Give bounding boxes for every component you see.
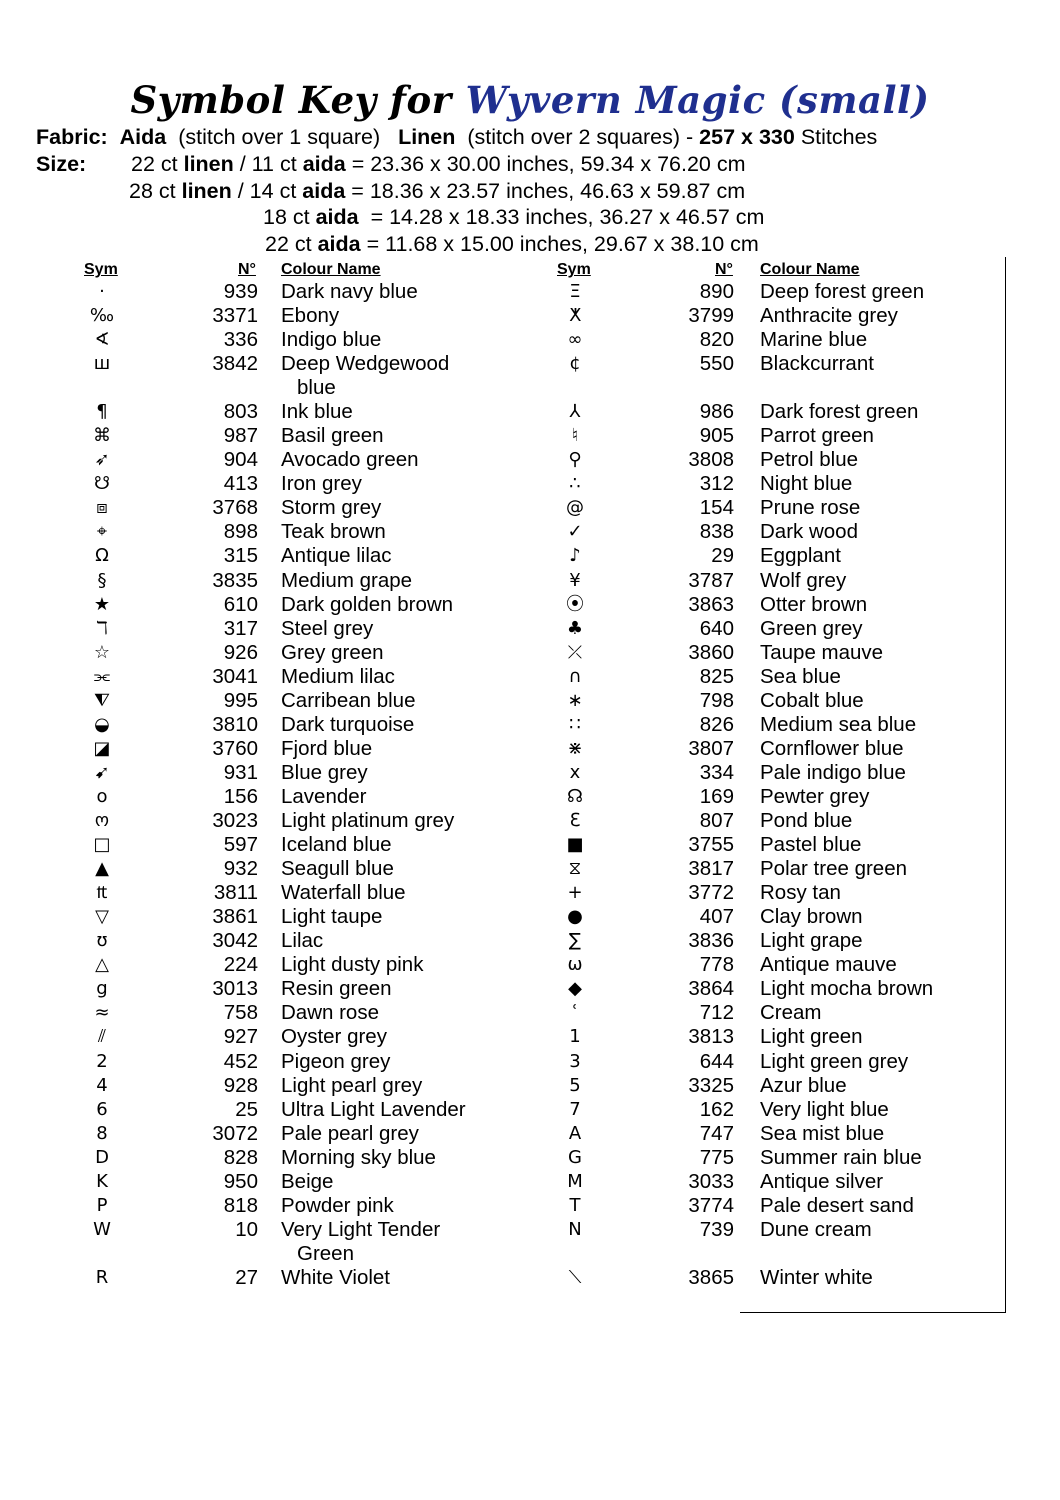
symbol-icon: ∢ xyxy=(94,329,110,351)
thread-number: 3864 xyxy=(688,977,734,1001)
colour-name: Antique silver xyxy=(760,1169,884,1193)
symbol-icon: ∩ xyxy=(568,665,582,687)
colour-name: Deep Wedgewood blue xyxy=(281,352,450,400)
colour-name: Very light blue xyxy=(760,1097,889,1121)
thread-number: 3799 xyxy=(688,304,734,328)
symbol-icon: ₶ xyxy=(96,882,108,904)
colour-name: Pale desert sand xyxy=(760,1193,914,1217)
thread-number: 3811 xyxy=(213,881,258,905)
symbol-icon: ☊ xyxy=(567,785,583,807)
right-border xyxy=(1005,257,1006,1312)
symbol-icon: ⧨ xyxy=(93,689,111,711)
symbol-icon: ☋ xyxy=(94,473,110,495)
thread-number: 798 xyxy=(699,688,734,712)
symbol-icon: M xyxy=(567,1170,583,1192)
symbol-icon: § xyxy=(97,569,107,591)
symbol-icon: ⌖ xyxy=(96,521,108,543)
colour-name: Antique lilac xyxy=(281,544,392,568)
thread-number: 803 xyxy=(223,400,258,424)
thread-number: 3808 xyxy=(688,448,734,472)
thread-number: 3371 xyxy=(212,304,258,328)
symbol-icon: 3 xyxy=(569,1050,581,1072)
thread-number: 987 xyxy=(223,424,258,448)
colour-name: Ultra Light Lavender xyxy=(281,1097,466,1121)
thread-number: 928 xyxy=(223,1073,258,1097)
thread-number: 898 xyxy=(223,520,258,544)
symbol-icon: □ xyxy=(93,834,111,856)
thread-number: 3013 xyxy=(212,977,258,1001)
thread-number: 336 xyxy=(223,328,258,352)
thread-number: 986 xyxy=(699,400,734,424)
colour-name: Iceland blue xyxy=(281,833,392,857)
symbol-icon: ■ xyxy=(566,834,584,856)
colour-name: Cornflower blue xyxy=(760,736,904,760)
symbol-icon: ⫘ xyxy=(93,665,111,687)
thread-number: 3810 xyxy=(212,712,258,736)
symbol-icon: A xyxy=(568,1122,582,1144)
symbol-icon: ◪ xyxy=(93,737,111,759)
bottom-border xyxy=(740,1312,1006,1313)
thread-number: 315 xyxy=(223,544,258,568)
thread-number: 550 xyxy=(699,352,734,376)
symbol-icon: ∞ xyxy=(567,329,583,351)
fabric-stitches: 257 x 330 xyxy=(699,125,795,149)
fabric-linen-note: (stitch over 2 squares) - xyxy=(467,125,694,149)
colour-name: Eggplant xyxy=(760,544,841,568)
symbol-icon: R xyxy=(95,1266,109,1288)
colour-name: Dark golden brown xyxy=(281,592,454,616)
colour-name: Dune cream xyxy=(760,1217,872,1241)
thread-number: 939 xyxy=(223,280,258,303)
thread-number: 3860 xyxy=(688,640,734,664)
thread-number: 739 xyxy=(699,1217,734,1241)
thread-number: 3772 xyxy=(688,881,734,905)
symbol-icon: ⟍ xyxy=(568,1266,582,1288)
thread-number: 25 xyxy=(235,1097,258,1121)
symbol-icon: ⧖ xyxy=(568,858,582,880)
thread-number: 3835 xyxy=(212,568,258,592)
header-sym-left: Sym xyxy=(84,261,118,278)
colour-name: Light dusty pink xyxy=(281,953,424,977)
thread-number: 3836 xyxy=(688,929,734,953)
colour-name: Light green xyxy=(760,1025,863,1049)
thread-number: 452 xyxy=(223,1049,258,1073)
symbol-icon: T xyxy=(569,1194,581,1216)
thread-number: 3813 xyxy=(688,1025,734,1049)
symbol-icon: ⦿ xyxy=(566,593,584,615)
symbol-icon: K xyxy=(96,1170,108,1192)
colour-name: Dark navy blue xyxy=(281,280,418,303)
symbol-icon: ℇ xyxy=(569,810,581,831)
thread-number: 224 xyxy=(223,953,258,977)
thread-number: 10 xyxy=(235,1217,258,1241)
symbol-icon: 4 xyxy=(96,1074,108,1096)
colour-name: Wolf grey xyxy=(760,568,847,592)
symbol-icon: ➶ xyxy=(94,449,110,471)
colour-name: Pond blue xyxy=(760,809,853,832)
thread-number: 407 xyxy=(699,905,734,929)
symbol-icon: ♣ xyxy=(566,617,584,639)
colour-name: Blue grey xyxy=(281,760,368,784)
thread-number: 3325 xyxy=(688,1073,734,1097)
symbol-icon: ʊ xyxy=(96,930,108,952)
symbol-icon: ⧈ xyxy=(96,497,108,519)
symbol-icon: G xyxy=(568,1146,582,1168)
colour-name: Dark wood xyxy=(760,520,858,544)
colour-name: Fjord blue xyxy=(281,736,373,760)
colour-name: Azur blue xyxy=(760,1073,847,1097)
thread-number: 3787 xyxy=(688,568,734,592)
colour-name: Medium lilac xyxy=(281,664,395,688)
thread-number: 820 xyxy=(699,328,734,352)
thread-number: 610 xyxy=(223,592,258,616)
symbol-icon: ∴ xyxy=(569,473,581,495)
colour-name: Green grey xyxy=(760,616,863,640)
symbol-icon: 1 xyxy=(569,1026,581,1048)
colour-name: Otter brown xyxy=(760,592,868,616)
symbol-icon: + xyxy=(567,882,583,904)
thread-number: 3033 xyxy=(688,1169,734,1193)
colour-name: Pigeon grey xyxy=(281,1049,391,1073)
symbol-icon: ☆ xyxy=(93,641,111,663)
symbol-icon: ◒ xyxy=(94,713,110,735)
colour-name: Sea blue xyxy=(760,664,841,688)
thread-number: 312 xyxy=(699,472,734,496)
colour-name: Taupe mauve xyxy=(760,640,884,664)
colour-name: Carribean blue xyxy=(281,688,416,712)
thread-number: 825 xyxy=(699,664,734,688)
symbol-icon: P xyxy=(96,1194,108,1216)
symbol-icon: ℸ xyxy=(96,617,108,639)
page-title xyxy=(0,78,1060,122)
fabric-stitches-word: Stitches xyxy=(800,125,878,149)
colour-name: Pale indigo blue xyxy=(760,760,906,784)
colour-name: Light grape xyxy=(760,929,863,953)
thread-number: 644 xyxy=(699,1049,734,1073)
thread-number: 3768 xyxy=(212,496,258,520)
header-num-left: N° xyxy=(238,261,256,278)
colour-name: Light platinum grey xyxy=(281,809,455,832)
symbol-icon: ω xyxy=(567,954,583,976)
symbol-icon: Ω xyxy=(95,545,109,567)
fabric-label: Fabric: xyxy=(36,125,108,149)
symbol-icon: o xyxy=(96,785,108,807)
colour-name: Lilac xyxy=(281,929,324,953)
colour-name: Summer rain blue xyxy=(760,1145,922,1169)
symbol-icon: ★ xyxy=(93,593,111,615)
symbol-icon: ≈ xyxy=(94,1002,110,1024)
symbol-icon: ∑ xyxy=(568,930,582,952)
colour-name: Rosy tan xyxy=(760,881,841,905)
thread-number: 3072 xyxy=(212,1121,258,1145)
symbol-icon: ▲ xyxy=(95,858,109,880)
symbol-icon: Ξ xyxy=(569,281,581,302)
colour-name: Blackcurrant xyxy=(760,352,874,376)
colour-name: Lavender xyxy=(281,784,367,808)
colour-name: Deep forest green xyxy=(760,280,925,303)
symbol-icon: ⚲ xyxy=(568,449,582,471)
symbol-icon: x xyxy=(569,761,581,783)
thread-number: 3041 xyxy=(212,664,258,688)
thread-number: 890 xyxy=(699,280,734,303)
symbol-icon: ◆ xyxy=(568,978,582,1000)
colour-name: Light taupe xyxy=(281,905,383,929)
colour-name: Light pearl grey xyxy=(281,1073,423,1097)
symbol-icon: ∗ xyxy=(567,689,583,711)
symbol-icon: ¥ xyxy=(569,569,581,591)
header-name-left: Colour Name xyxy=(281,261,381,278)
fabric-line xyxy=(36,125,877,150)
symbol-icon: ● xyxy=(567,906,583,928)
thread-number: 597 xyxy=(223,833,258,857)
thread-number: 3861 xyxy=(212,905,258,929)
thread-number: 828 xyxy=(223,1145,258,1169)
colour-name: Oyster grey xyxy=(281,1025,387,1049)
colour-name: Sea mist blue xyxy=(760,1121,885,1145)
symbol-icon: · xyxy=(99,281,105,302)
colour-name: Dawn rose xyxy=(281,1001,379,1025)
symbol-icon: ♪ xyxy=(569,545,581,567)
colour-name: Indigo blue xyxy=(281,328,382,352)
symbol-icon: W xyxy=(93,1218,111,1240)
colour-name: Morning sky blue xyxy=(281,1145,436,1169)
colour-name: Night blue xyxy=(760,472,853,496)
thread-number: 775 xyxy=(699,1145,734,1169)
thread-number: 826 xyxy=(699,712,734,736)
thread-number: 27 xyxy=(235,1265,258,1289)
header-num-right: N° xyxy=(715,261,733,278)
colour-name: Dark turquoise xyxy=(281,712,415,736)
symbol-icon: △ xyxy=(95,954,109,976)
colour-name: Pale pearl grey xyxy=(281,1121,419,1145)
symbol-icon: ⫽ xyxy=(97,1026,107,1048)
colour-name: Light mocha brown xyxy=(760,977,934,1001)
colour-name: Polar tree green xyxy=(760,857,908,881)
colour-name: Marine blue xyxy=(760,328,868,352)
symbol-icon: @ xyxy=(566,497,584,519)
colour-name: Avocado green xyxy=(281,448,419,472)
thread-number: 162 xyxy=(699,1097,734,1121)
colour-name: Clay brown xyxy=(760,905,863,929)
colour-name: Powder pink xyxy=(281,1193,394,1217)
symbol-icon: ⵅ xyxy=(569,305,581,327)
colour-name: Resin green xyxy=(281,977,392,1001)
thread-number: 904 xyxy=(223,448,258,472)
thread-number: 154 xyxy=(699,496,734,520)
colour-name: Very Light Tender Green xyxy=(281,1217,441,1265)
symbol-icon: g xyxy=(96,978,108,1000)
thread-number: 317 xyxy=(223,616,258,640)
symbol-icon: ⤫ xyxy=(567,641,583,663)
colour-name: Waterfall blue xyxy=(281,881,406,905)
fabric-linen: Linen xyxy=(398,125,456,149)
thread-number: 747 xyxy=(699,1121,734,1145)
colour-name: Prune rose xyxy=(760,496,861,520)
colour-name: Winter white xyxy=(760,1265,873,1289)
thread-number: 3774 xyxy=(688,1193,734,1217)
thread-number: 838 xyxy=(699,520,734,544)
symbol-icon: ⌘ xyxy=(93,425,111,447)
symbol-icon: ш xyxy=(93,353,111,375)
thread-number: 3755 xyxy=(688,833,734,857)
thread-number: 995 xyxy=(223,688,258,712)
colour-name: Light green grey xyxy=(760,1049,909,1073)
colour-name: Antique mauve xyxy=(760,953,897,977)
symbol-icon: ‰ xyxy=(89,305,115,327)
symbol-icon: ¶ xyxy=(96,401,108,423)
thread-number: 927 xyxy=(223,1025,258,1049)
colour-name: Cobalt blue xyxy=(760,688,864,712)
thread-number: 3842 xyxy=(212,352,258,376)
colour-name: Iron grey xyxy=(281,472,362,496)
symbol-icon: 8 xyxy=(96,1122,108,1144)
fabric-aida-note: (stitch over 1 square) xyxy=(178,125,381,149)
size-line-4: 22 ct aida = 11.68 x 15.00 inches, 29.67 x 38.10 cm xyxy=(265,232,759,256)
size-label: Size: xyxy=(36,152,87,176)
thread-number: 758 xyxy=(223,1001,258,1025)
symbol-icon: ო xyxy=(94,810,110,831)
colour-name: Medium grape xyxy=(281,568,413,592)
symbol-icon: ✓ xyxy=(567,521,583,543)
thread-number: 156 xyxy=(223,784,258,808)
header-sym-right: Sym xyxy=(557,261,591,278)
header-name-right: Colour Name xyxy=(760,261,860,278)
thread-number: 818 xyxy=(223,1193,258,1217)
colour-name: Dark forest green xyxy=(760,400,919,424)
colour-name: Petrol blue xyxy=(760,448,859,472)
thread-number: 3865 xyxy=(688,1265,734,1289)
symbol-icon: D xyxy=(95,1146,109,1168)
size-line-2: 28 ct linen / 14 ct aida = 18.36 x 23.57 inches, 46.63 x 59.87 cm xyxy=(129,179,746,203)
thread-number: 931 xyxy=(223,760,258,784)
thread-number: 926 xyxy=(223,640,258,664)
thread-number: 3023 xyxy=(212,809,258,832)
thread-number: 413 xyxy=(223,472,258,496)
fabric-aida: Aida xyxy=(119,125,167,149)
thread-number: 3042 xyxy=(212,929,258,953)
thread-number: 807 xyxy=(699,809,734,832)
symbol-icon: N xyxy=(568,1218,582,1240)
size-line-3: 18 ct aida = 14.28 x 18.33 inches, 36.27 x 46.57 cm xyxy=(263,205,765,229)
colour-name: Anthracite grey xyxy=(760,304,898,328)
colour-name: Teak brown xyxy=(281,520,386,544)
colour-name: Steel grey xyxy=(281,616,374,640)
colour-name: Pewter grey xyxy=(760,784,870,808)
colour-name: Cream xyxy=(760,1001,822,1025)
thread-number: 169 xyxy=(699,784,734,808)
colour-name: Pastel blue xyxy=(760,833,862,857)
thread-number: 29 xyxy=(711,544,734,568)
symbol-icon: 2 xyxy=(96,1050,108,1072)
colour-name: White Violet xyxy=(281,1265,391,1289)
colour-name: Basil green xyxy=(281,424,384,448)
symbol-icon: ∷ xyxy=(569,713,581,735)
colour-name: Seagull blue xyxy=(281,857,394,881)
thread-number: 3863 xyxy=(688,592,734,616)
colour-name: Storm grey xyxy=(281,496,382,520)
symbol-icon: ⅄ xyxy=(569,401,581,423)
colour-name: Grey green xyxy=(281,640,384,664)
thread-number: 3817 xyxy=(688,857,734,881)
thread-number: 334 xyxy=(699,760,734,784)
symbol-icon: 7 xyxy=(569,1098,581,1120)
colour-name: Parrot green xyxy=(760,424,874,448)
symbol-icon: 6 xyxy=(96,1098,108,1120)
thread-number: 778 xyxy=(699,953,734,977)
symbol-icon: ➹ xyxy=(94,761,110,783)
thread-number: 905 xyxy=(699,424,734,448)
thread-number: 3760 xyxy=(212,736,258,760)
symbol-icon: ʿ xyxy=(572,1002,578,1024)
colour-name: Medium sea blue xyxy=(760,712,917,736)
symbol-icon: ♮ xyxy=(571,425,579,447)
symbol-icon: ⋇ xyxy=(567,737,583,759)
thread-number: 640 xyxy=(699,616,734,640)
thread-number: 3807 xyxy=(688,736,734,760)
pattern-name: Wyvern Magic (small) xyxy=(465,78,930,122)
colour-name: Beige xyxy=(281,1169,334,1193)
size-line-1: 22 ct linen / 11 ct aida = 23.36 x 30.00 inches, 59.34 x 76.20 cm xyxy=(131,152,746,176)
symbol-icon: ¢ xyxy=(569,353,581,375)
thread-number: 712 xyxy=(699,1001,734,1025)
colour-name: Ebony xyxy=(281,304,340,328)
symbol-icon: 5 xyxy=(569,1074,581,1096)
colour-name: Ink blue xyxy=(281,400,353,424)
title-prefix: Symbol Key for xyxy=(130,78,452,122)
symbol-icon: ▽ xyxy=(95,906,109,928)
thread-number: 932 xyxy=(223,857,258,881)
thread-number: 950 xyxy=(223,1169,258,1193)
